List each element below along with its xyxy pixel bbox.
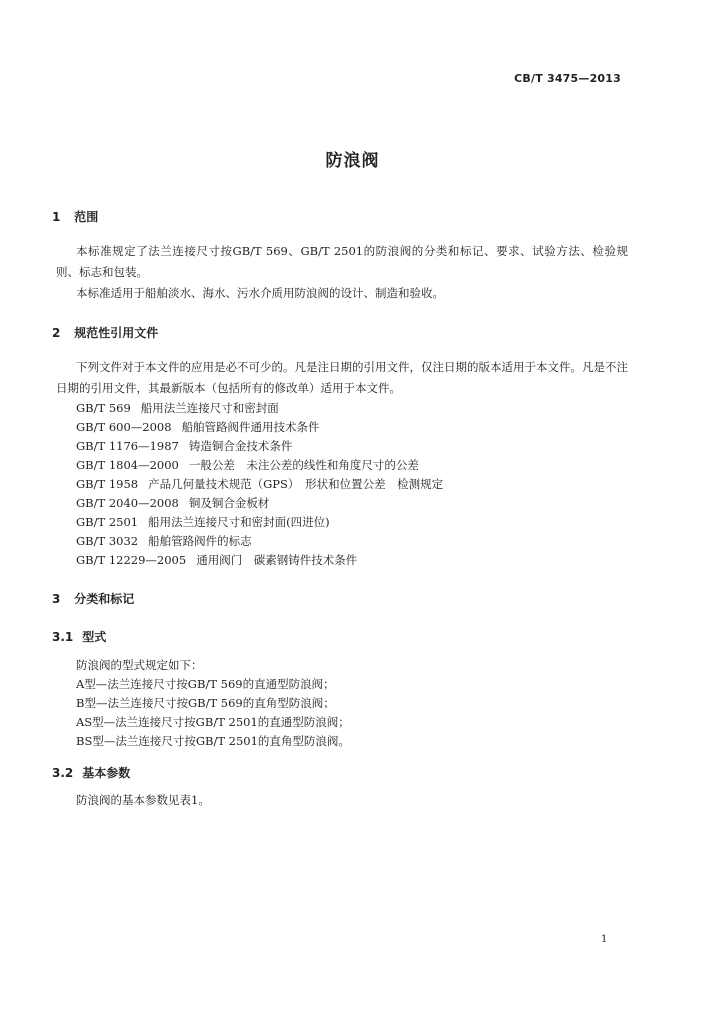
section-1-title: 范围: [74, 210, 99, 224]
type-line: BS型—法兰连接尺寸按GB/T 2501的直角型防浪阀。: [76, 734, 350, 748]
section-2-number: 2: [52, 326, 61, 340]
reference-item: [76, 551, 357, 570]
section-1-heading: [52, 208, 98, 225]
reference-code: GB/T 1958: [76, 477, 139, 491]
reference-item: [76, 532, 252, 551]
subsection-3-2-number: 3.2: [52, 766, 74, 780]
reference-code: GB/T 12229—2005: [76, 553, 187, 567]
reference-name: 船舶管路阀件的标志: [148, 534, 252, 548]
subsection-3-2-heading: [52, 764, 130, 781]
section-1-number: 1: [52, 210, 61, 224]
subsection-3-1-heading: [52, 628, 106, 645]
document-title: 防浪阀: [325, 151, 380, 171]
type-line: A型—法兰连接尺寸按GB/T 569的直通型防浪阀；: [76, 677, 335, 691]
reference-item: [76, 475, 443, 494]
section-3-number: 3: [52, 592, 61, 606]
section-3-heading: [52, 590, 134, 607]
reference-name: 产品几何量技术规范（GPS） 形状和位置公差 检测规定: [148, 477, 444, 491]
reference-name: 船用法兰连接尺寸和密封面(四进位): [148, 515, 330, 529]
parameter-line: 防浪阀的基本参数见表1。: [76, 793, 210, 807]
reference-code: GB/T 1804—2000: [76, 458, 179, 472]
reference-code: GB/T 569: [76, 401, 131, 415]
reference-code: GB/T 1176—1987: [76, 439, 179, 453]
section-1-paragraph-2: 本标准适用于船舶淡水、海水、污水介质用防浪阀的设计、制造和验收。: [76, 286, 444, 300]
page-number: 1: [601, 934, 608, 945]
reference-item: [76, 494, 269, 513]
standard-code: CB/T 3475—2013: [514, 72, 621, 85]
reference-code: GB/T 2501: [76, 515, 139, 529]
reference-item: [76, 456, 419, 475]
section-2-title: 规范性引用文件: [74, 326, 159, 340]
section-1-paragraph-1: 本标准规定了法兰连接尺寸按GB/T 569、GB/T 2501的防浪阀的分类和标记、要求、试验方法、检验规则、标志和包装。: [56, 244, 628, 279]
reference-name: 船舶管路阀件通用技术条件: [181, 420, 320, 434]
section-2-intro: 下列文件对于本文件的应用是必不可少的。凡是注日期的引用文件，仅注日期的版本适用于本文件。凡是不注日期的引用文件，其最新版本（包括所有的修改单）适用于本文件。: [56, 360, 628, 395]
reference-item: [76, 418, 320, 437]
reference-name: 一般公差 未注公差的线性和角度尺寸的公差: [188, 458, 419, 472]
reference-code: GB/T 2040—2008: [76, 496, 179, 510]
subsection-3-2-title: 基本参数: [82, 766, 131, 780]
section-3-title: 分类和标记: [74, 592, 135, 606]
subsection-3-1-title: 型式: [82, 630, 107, 644]
reference-code: GB/T 600—2008: [76, 420, 172, 434]
reference-item: [76, 437, 292, 456]
subsection-3-1-number: 3.1: [52, 630, 74, 644]
type-line: 防浪阀的型式规定如下：: [76, 658, 203, 672]
reference-code: GB/T 3032: [76, 534, 139, 548]
type-line: AS型—法兰连接尺寸按GB/T 2501的直通型防浪阀；: [76, 715, 350, 729]
reference-name: 铜及铜合金板材: [188, 496, 270, 510]
type-line: B型—法兰连接尺寸按GB/T 569的直角型防浪阀；: [76, 696, 335, 710]
reference-name: 船用法兰连接尺寸和密封面: [140, 401, 279, 415]
section-2-heading: [52, 324, 158, 341]
reference-item: [76, 399, 279, 418]
reference-name: 通用阀门 碳素钢铸件技术条件: [196, 553, 358, 567]
reference-item: [76, 513, 330, 532]
reference-name: 铸造铜合金技术条件: [188, 439, 293, 453]
